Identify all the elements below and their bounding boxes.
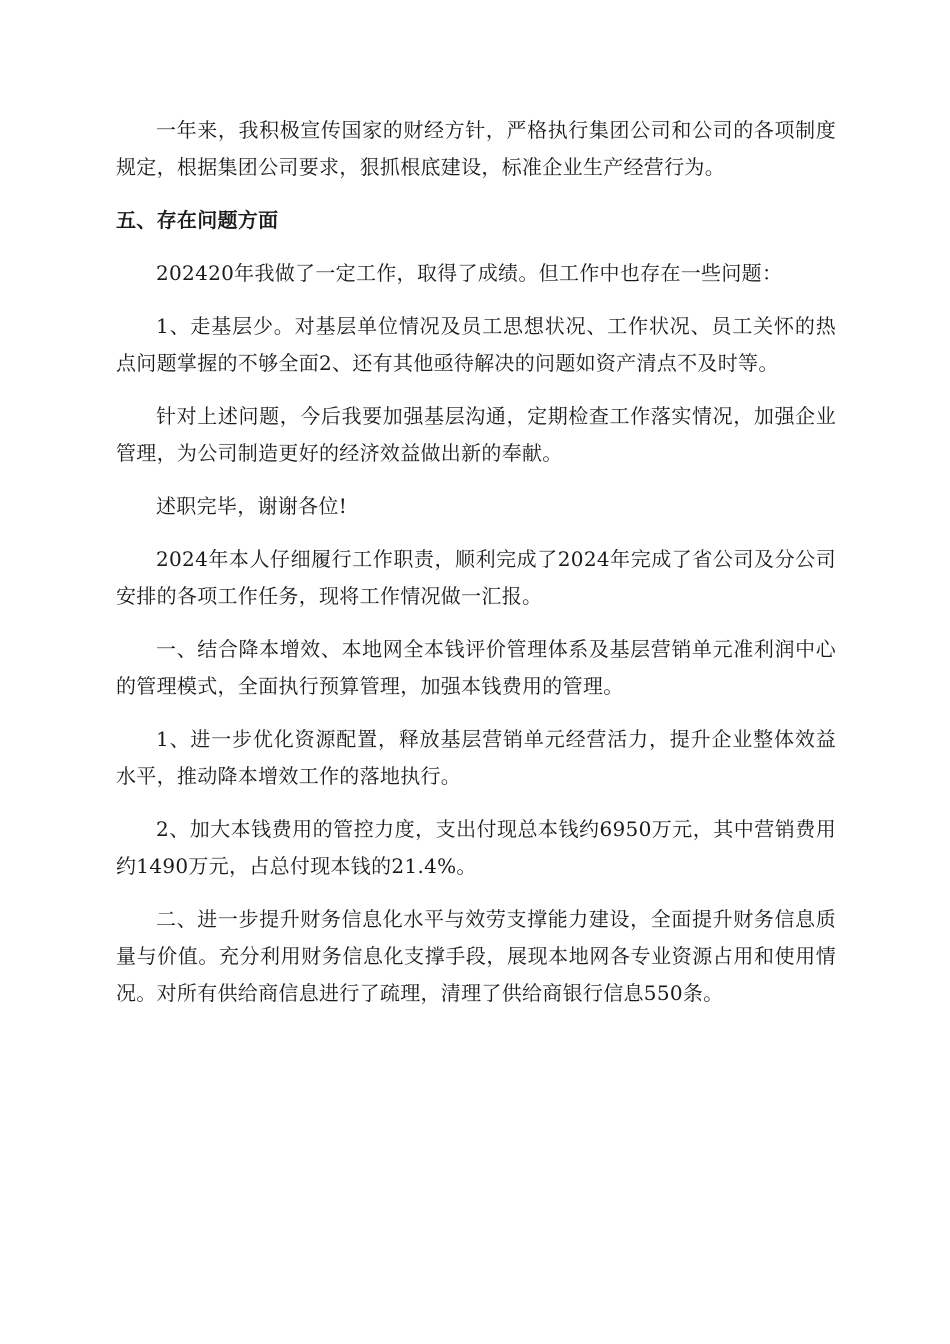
paragraph-section-2: 二、进一步提升财务信息化水平与效劳支撑能力建设，全面提升财务信息质量与价值。充分利用财务信息化支撑手段，展现本地网各专业资源占用和使用情况。对所有供给商信息进行了疏理，清理了供给商银行信息550条。	[116, 907, 836, 1005]
paragraph-problem-1: 1、走基层少。对基层单位情况及员工思想状况、工作状况、员工关怀的热点问题掌握的不够全面2、还有其他亟待解决的问题如资产清点不及时等。	[116, 314, 836, 375]
paragraph-problems-intro: 202420年我做了一定工作，取得了成绩。但工作中也存在一些问题：	[156, 261, 783, 285]
paragraph-2024-summary: 2024年本人仔细履行工作职责，顺利完成了2024年完成了省公司及分公司安排的各项工作任务，现将工作情况做一汇报。	[116, 547, 836, 608]
section-heading-problems: 五、存在问题方面	[116, 208, 279, 232]
paragraph-improvement: 针对上述问题，今后我要加强基层沟通，定期检查工作落实情况，加强企业管理，为公司制造更好的经济效益做出新的奉献。	[116, 404, 836, 465]
paragraph-finance-policy: 一年来，我积极宣传国家的财经方针，严格执行集团公司和公司的各项制度规定，根据集团公司要求，狠抓根底建设，标准企业生产经营行为。	[116, 118, 836, 179]
document-body	[116, 112, 836, 1028]
paragraph-closing: 述职完毕，谢谢各位!	[156, 494, 348, 518]
paragraph-item-2: 2、加大本钱费用的管控力度，支出付现总本钱约6950万元，其中营销费用约1490万元，占总付现本钱的21.4%。	[116, 817, 836, 878]
paragraph-section-1: 一、结合降本增效、本地网全本钱评价管理体系及基层营销单元准利润中心的管理模式，全面执行预算管理，加强本钱费用的管理。	[116, 637, 836, 698]
paragraph-item-1: 1、进一步优化资源配置，释放基层营销单元经营活力，提升企业整体效益水平，推动降本增效工作的落地执行。	[116, 727, 836, 788]
